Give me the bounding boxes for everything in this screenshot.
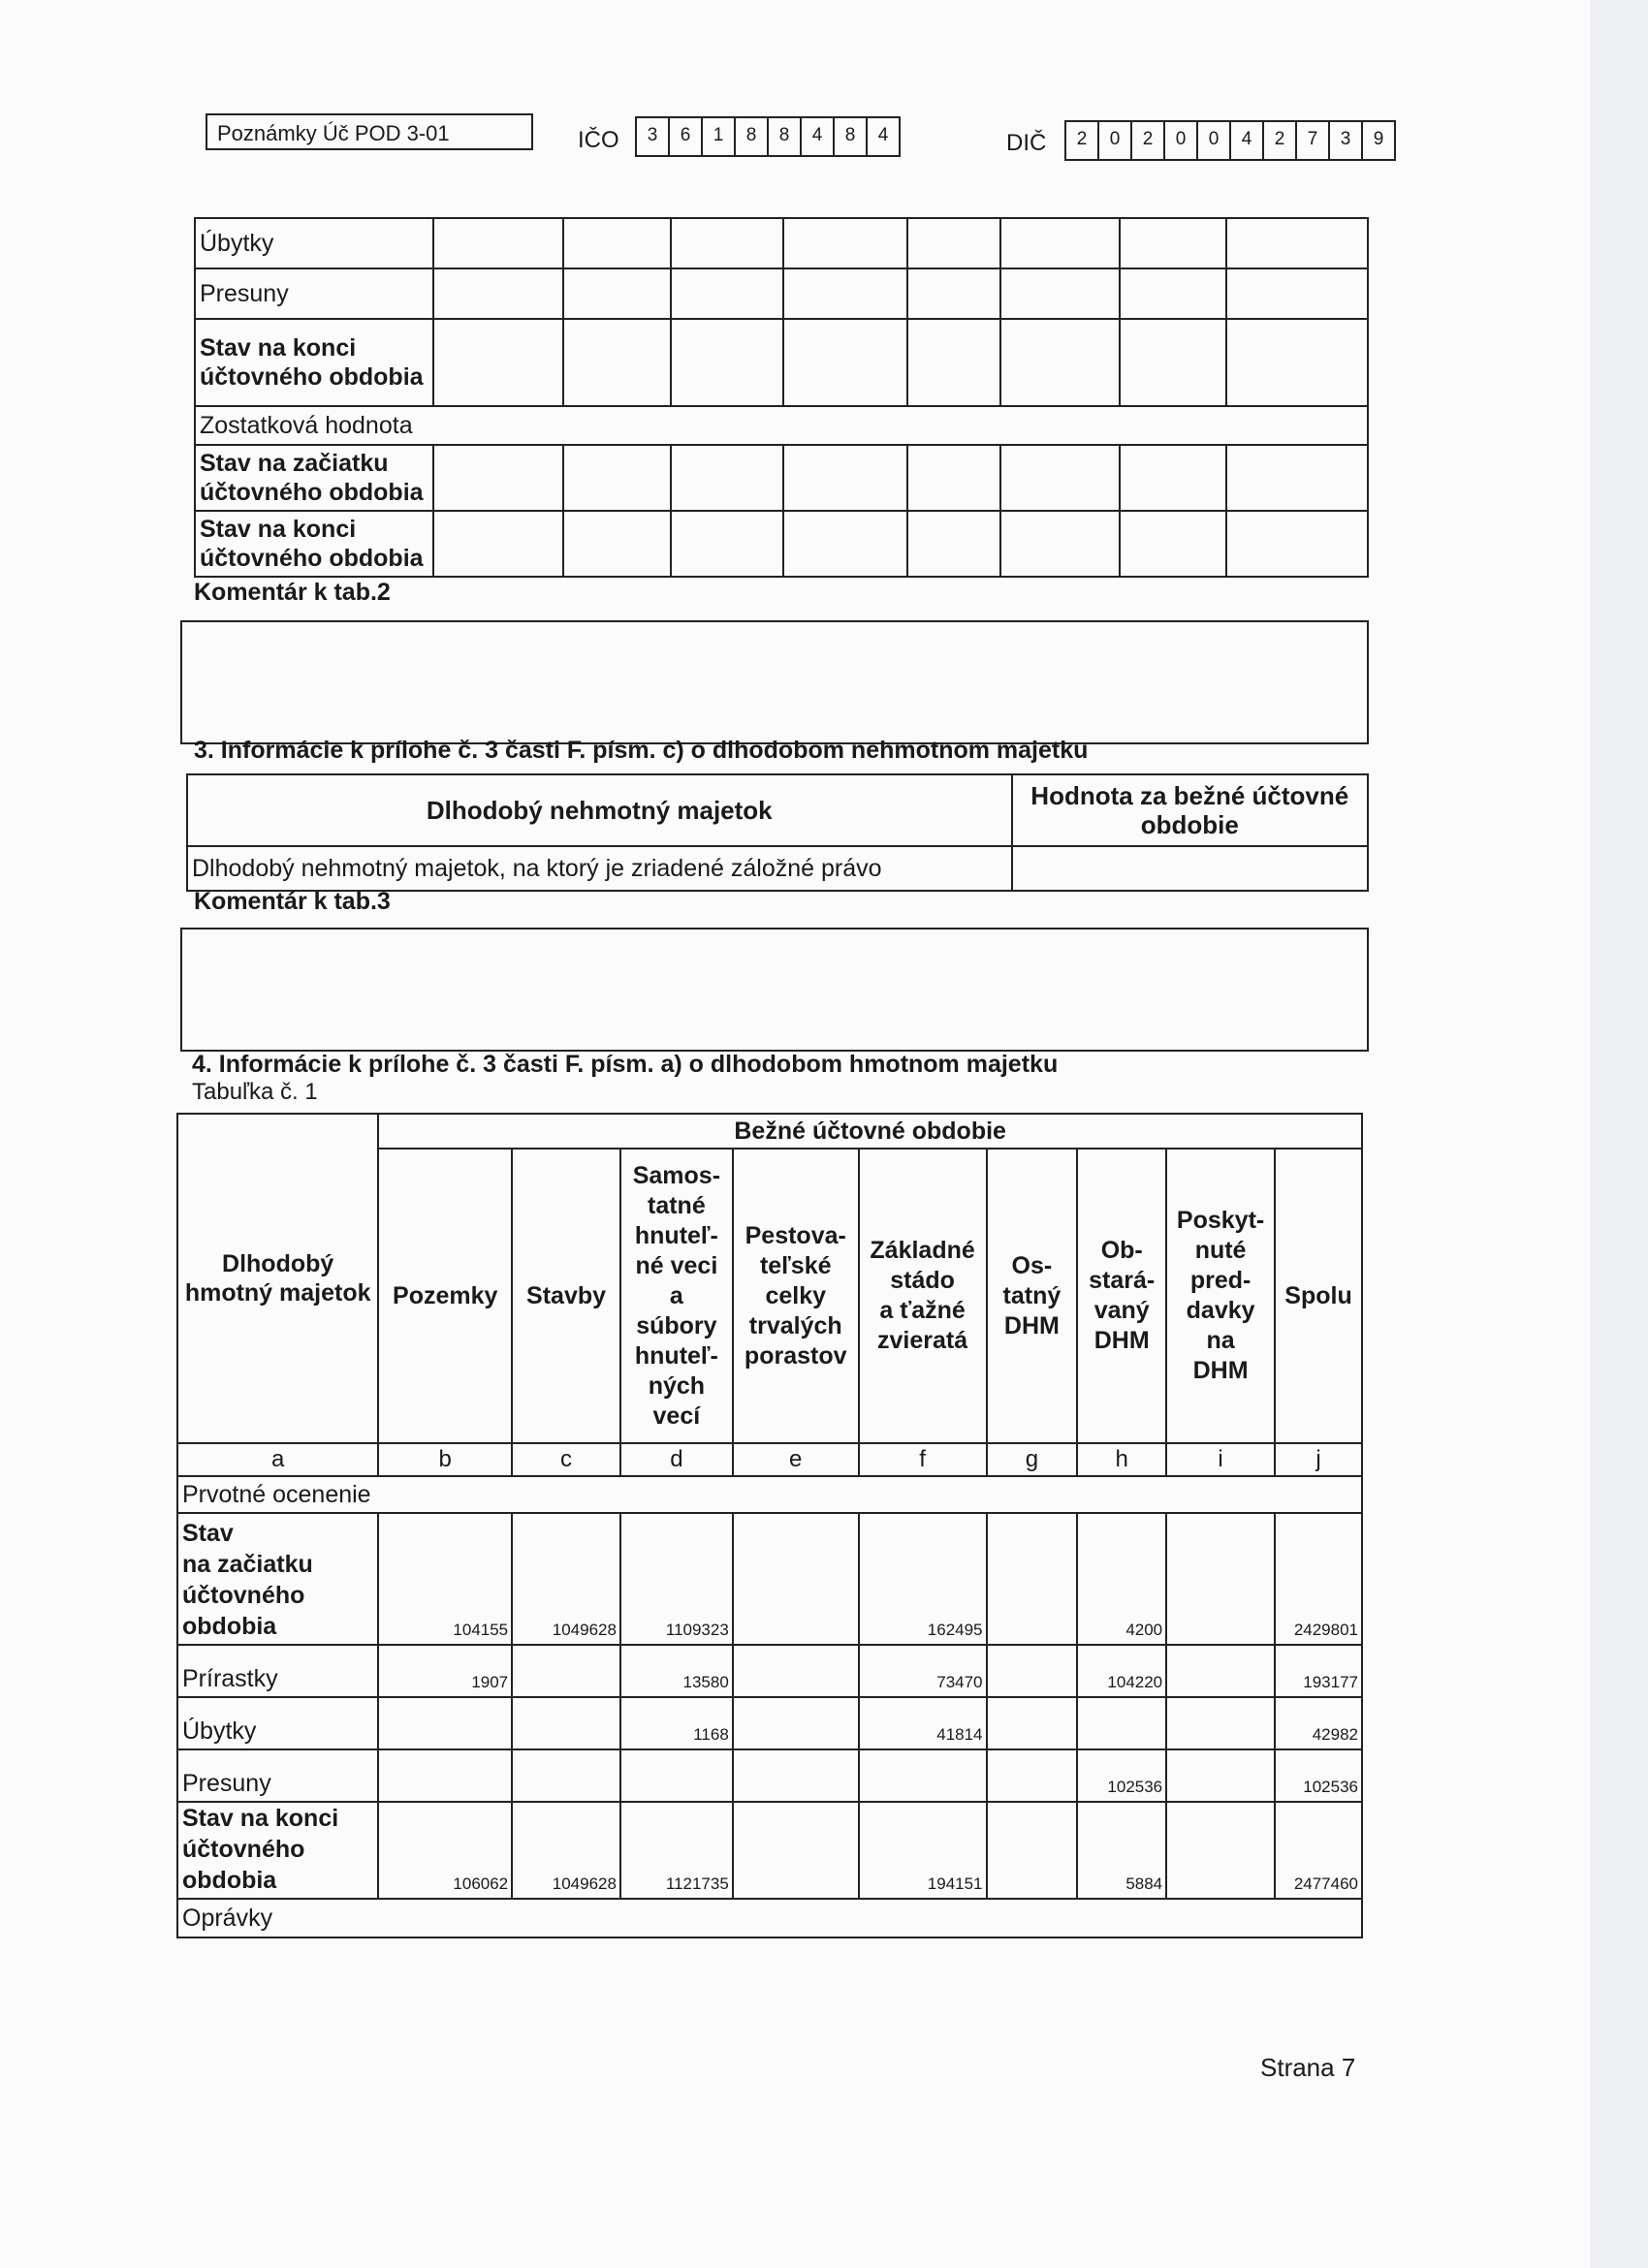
- residual-heading: Zostatková hodnota: [195, 406, 1368, 445]
- cell-value[interactable]: [733, 1697, 859, 1749]
- cell-value[interactable]: [987, 1697, 1078, 1749]
- cell-value[interactable]: 41814: [859, 1697, 987, 1749]
- cell-value[interactable]: 42982: [1275, 1697, 1362, 1749]
- page-edge: [1590, 0, 1648, 2268]
- col-header: Spolu: [1275, 1149, 1362, 1443]
- col-header: Poskyt- nuté pred- davky na DHM: [1166, 1149, 1275, 1443]
- cell-value[interactable]: 2429801: [1275, 1513, 1362, 1645]
- col-letter: h: [1077, 1443, 1166, 1476]
- first-col-header: Dlhodobý hmotný majetok: [177, 1114, 378, 1443]
- row-label: Stav na konci účtovného obdobia: [177, 1802, 378, 1899]
- period-header: Bežné účtovné obdobie: [378, 1114, 1362, 1149]
- dhm-table: [176, 1113, 1363, 1938]
- ico-label: IČO: [578, 127, 619, 153]
- table-row: [177, 1697, 1362, 1749]
- row-label: Úbytky: [177, 1697, 378, 1749]
- cell-value[interactable]: 194151: [859, 1802, 987, 1899]
- comment-box-tab2[interactable]: [180, 620, 1369, 744]
- section-row-opravky: Oprávky: [177, 1899, 1362, 1937]
- ico-digit-boxes: [635, 116, 901, 157]
- cell-value[interactable]: [733, 1749, 859, 1802]
- cell-value[interactable]: [1166, 1697, 1275, 1749]
- page-number: Strana 7: [1260, 2053, 1356, 2082]
- section3-row-label: Dlhodobý nehmotný majetok, na ktorý je zriadené záložné právo: [187, 846, 1012, 891]
- cell-value[interactable]: 4200: [1077, 1513, 1166, 1645]
- dic-digit-boxes: [1064, 120, 1396, 161]
- cell-value[interactable]: [1166, 1513, 1275, 1645]
- cell-value[interactable]: [733, 1513, 859, 1645]
- dic-digit: 2: [1132, 122, 1165, 159]
- cell-value[interactable]: 102536: [1077, 1749, 1166, 1802]
- ico-digit: 4: [802, 118, 835, 155]
- col-header: Pozemky: [378, 1149, 512, 1443]
- row-label-stav-konci: Stav na konci účtovného obdobia: [195, 319, 433, 406]
- col-letter: e: [733, 1443, 859, 1476]
- comment-label-tab2: Komentár k tab.2: [194, 579, 391, 606]
- cell-value[interactable]: [1077, 1697, 1166, 1749]
- ico-digit: 8: [769, 118, 802, 155]
- cell-value[interactable]: [987, 1645, 1078, 1697]
- comment-box-tab3[interactable]: [180, 928, 1369, 1052]
- cell-value[interactable]: 2477460: [1275, 1802, 1362, 1899]
- dic-digit: 7: [1297, 122, 1330, 159]
- residual-row-end: Stav na konci účtovného obdobia: [195, 511, 433, 577]
- cell-value[interactable]: [987, 1749, 1078, 1802]
- dic-digit: 4: [1231, 122, 1264, 159]
- col-letter: b: [378, 1443, 512, 1476]
- dic-digit: 3: [1330, 122, 1363, 159]
- table-row: [177, 1802, 1362, 1899]
- cell-value[interactable]: [512, 1697, 620, 1749]
- ico-digit: 3: [637, 118, 670, 155]
- row-label: Prírastky: [177, 1645, 378, 1697]
- cell-value[interactable]: 104220: [1077, 1645, 1166, 1697]
- row-label-ubytky: Úbytky: [195, 218, 433, 268]
- ico-digit: 8: [835, 118, 868, 155]
- section3-col-left: Dlhodobý nehmotný majetok: [187, 774, 1012, 846]
- cell-value[interactable]: [733, 1802, 859, 1899]
- cell-value[interactable]: [1166, 1645, 1275, 1697]
- cell-value[interactable]: [859, 1749, 987, 1802]
- col-letter: g: [987, 1443, 1078, 1476]
- section3-table: [186, 773, 1369, 892]
- cell-value[interactable]: [987, 1513, 1078, 1645]
- table2-tail: [194, 217, 1369, 578]
- cell-value[interactable]: 1049628: [512, 1513, 620, 1645]
- cell-value[interactable]: 13580: [620, 1645, 733, 1697]
- dic-digit: 0: [1099, 122, 1132, 159]
- row-label: Presuny: [177, 1749, 378, 1802]
- cell-value[interactable]: 162495: [859, 1513, 987, 1645]
- dic-digit: 9: [1363, 122, 1396, 159]
- cell-value[interactable]: 106062: [378, 1802, 512, 1899]
- col-letter: i: [1166, 1443, 1275, 1476]
- col-header: Samos- tatné hnuteľ- né veci a súbory hnuteľ- ných vecí: [620, 1149, 733, 1443]
- ico-digit: 8: [736, 118, 769, 155]
- cell-value[interactable]: 1109323: [620, 1513, 733, 1645]
- col-letter: d: [620, 1443, 733, 1476]
- col-letter: j: [1275, 1443, 1362, 1476]
- row-label-presuny: Presuny: [195, 268, 433, 319]
- cell-value[interactable]: 1049628: [512, 1802, 620, 1899]
- col-header: Os- tatný DHM: [987, 1149, 1078, 1443]
- cell-value[interactable]: [733, 1645, 859, 1697]
- table-row: [177, 1513, 1362, 1645]
- cell-value[interactable]: 104155: [378, 1513, 512, 1645]
- col-letter: a: [177, 1443, 378, 1476]
- cell-value[interactable]: [987, 1802, 1078, 1899]
- section4-title: 4. Informácie k prílohe č. 3 časti F. písm. a) o dlhodobom hmotnom majetku: [192, 1051, 1059, 1078]
- cell-value[interactable]: [512, 1749, 620, 1802]
- dic-label: DIČ: [1006, 130, 1047, 156]
- ico-digit: 4: [868, 118, 901, 155]
- cell-value[interactable]: 193177: [1275, 1645, 1362, 1697]
- ico-digit: 6: [670, 118, 703, 155]
- form-code-box: Poznámky Úč POD 3-01: [206, 113, 533, 150]
- comment-label-tab3: Komentár k tab.3: [194, 888, 391, 915]
- cell-value[interactable]: [512, 1645, 620, 1697]
- col-header: Stavby: [512, 1149, 620, 1443]
- row-label: Stav na začiatku účtovného obdobia: [177, 1513, 378, 1645]
- col-header: Základné stádo a ťažné zvieratá: [859, 1149, 987, 1443]
- dic-digit: 2: [1264, 122, 1297, 159]
- cell-value[interactable]: [1166, 1749, 1275, 1802]
- cell-value[interactable]: 73470: [859, 1645, 987, 1697]
- dic-digit: 2: [1066, 122, 1099, 159]
- cell-value[interactable]: 1907: [378, 1645, 512, 1697]
- residual-row-start: Stav na začiatku účtovného obdobia: [195, 445, 433, 511]
- dic-digit: 0: [1198, 122, 1231, 159]
- cell-value[interactable]: [378, 1749, 512, 1802]
- col-letter: f: [859, 1443, 987, 1476]
- table-row: [177, 1645, 1362, 1697]
- section3-title: 3. Informácie k prílohe č. 3 časti F. písm. c) o dlhodobom nehmotnom majetku: [194, 737, 1089, 764]
- cell-value[interactable]: [1166, 1802, 1275, 1899]
- section3-col-right: Hodnota za bežné účtovné obdobie: [1012, 774, 1368, 846]
- section4-subtitle: Tabuľka č. 1: [192, 1079, 318, 1105]
- cell-value[interactable]: 1121735: [620, 1802, 733, 1899]
- col-header: Pestova- teľské celky trvalých porastov: [733, 1149, 859, 1443]
- section-row-prvotne: Prvotné ocenenie: [177, 1476, 1362, 1513]
- col-letter: c: [512, 1443, 620, 1476]
- ico-digit: 1: [703, 118, 736, 155]
- cell-value[interactable]: 102536: [1275, 1749, 1362, 1802]
- table-row: [177, 1749, 1362, 1802]
- cell-value[interactable]: 5884: [1077, 1802, 1166, 1899]
- cell-value[interactable]: [378, 1697, 512, 1749]
- dic-digit: 0: [1165, 122, 1198, 159]
- cell-value[interactable]: [620, 1749, 733, 1802]
- cell-value[interactable]: 1168: [620, 1697, 733, 1749]
- section3-row-value[interactable]: [1012, 846, 1368, 891]
- col-header: Ob- stará- vaný DHM: [1077, 1149, 1166, 1443]
